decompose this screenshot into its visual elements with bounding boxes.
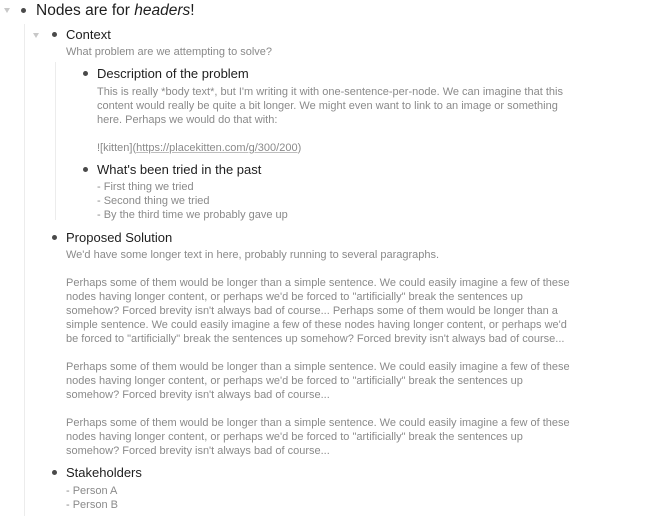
note-line: somehow? Forced brevity isn't always bad of course... [66,445,330,457]
list-item: - By the third time we probably gave up [97,209,288,221]
node-title-root[interactable] [36,2,195,20]
note-line: nodes having longer content, or perhaps we'd be forced to "artificially" break the sentences up [66,375,523,387]
note-line: here. Perhaps we would do that with: [97,114,278,126]
note-line: Perhaps some of them would be longer than a simple sentence. We could easily imagine a few of these [66,277,570,289]
note-line: somehow? Forced brevity isn't always bad of course... [66,389,330,401]
node-bullet-tried[interactable] [83,167,88,172]
note-line: nodes having longer content, or perhaps we'd be forced to "artificially" break the sentences up [66,291,523,303]
note-line: We'd have some longer text in here, probably running to several paragraphs. [66,249,440,261]
note-line: content would really be quite a bit longer. We might even want to link to an image or something [97,100,558,112]
collapse-toggle-icon[interactable] [33,33,39,38]
node-note-stakeholders[interactable] [66,484,118,512]
node-bullet-description[interactable] [83,71,88,76]
node-title-stakeholders[interactable]: Stakeholders [66,465,142,480]
node-title-context[interactable]: Context [66,27,111,42]
node-note-tried[interactable] [97,180,288,222]
note-line: This is really *body text*, but I'm writing it with one-sentence-per-node. We can imagine that this [97,86,563,98]
markdown-image-prefix: ![kitten]( [97,142,137,154]
note-line: Perhaps some of them would be longer than a simple sentence. We could easily imagine a few of these [66,361,570,373]
node-title-tried[interactable]: What's been tried in the past [97,162,262,177]
node-note-proposed[interactable] [66,248,570,458]
list-item: - Person B [66,499,118,511]
title-emphasis: headers [134,2,191,19]
markdown-image-suffix: ) [297,142,302,154]
list-item: - Second thing we tried [97,195,210,207]
kitten-image-link[interactable]: https://placekitten.com/g/300/200 [136,142,298,154]
note-line: Perhaps some of them would be longer than a simple sentence. We could easily imagine a few of these [66,417,570,429]
node-note-description[interactable] [97,85,563,155]
note-line: be forced to "artificially" break the sentences up somehow? Forced brevity isn't always bad of course... [66,333,565,345]
title-text: Nodes are for [36,2,135,19]
node-bullet-proposed[interactable] [52,235,57,240]
note-line-link [97,141,563,155]
node-bullet-stakeholders[interactable] [52,470,57,475]
indent-guide-context [55,62,56,220]
node-title-proposed[interactable]: Proposed Solution [66,230,173,245]
list-item: - First thing we tried [97,181,194,193]
title-suffix: ! [190,2,195,19]
node-bullet-context[interactable] [52,32,57,37]
node-bullet-root[interactable] [21,8,26,13]
node-note-context[interactable]: What problem are we attempting to solve? [66,46,273,58]
note-line: nodes having longer content, or perhaps we'd be forced to "artificially" break the sentences up [66,431,523,443]
node-title-description[interactable]: Description of the problem [97,66,249,81]
note-line: somehow? Forced brevity isn't always bad of course... Perhaps some of them would be longer than a [66,305,558,317]
indent-guide-root [24,24,25,516]
list-item: - Person A [66,485,118,497]
note-line: simple sentence. We could easily imagine a few of these nodes having longer content, or perhaps we'd [66,319,567,331]
collapse-toggle-icon[interactable] [4,8,10,13]
